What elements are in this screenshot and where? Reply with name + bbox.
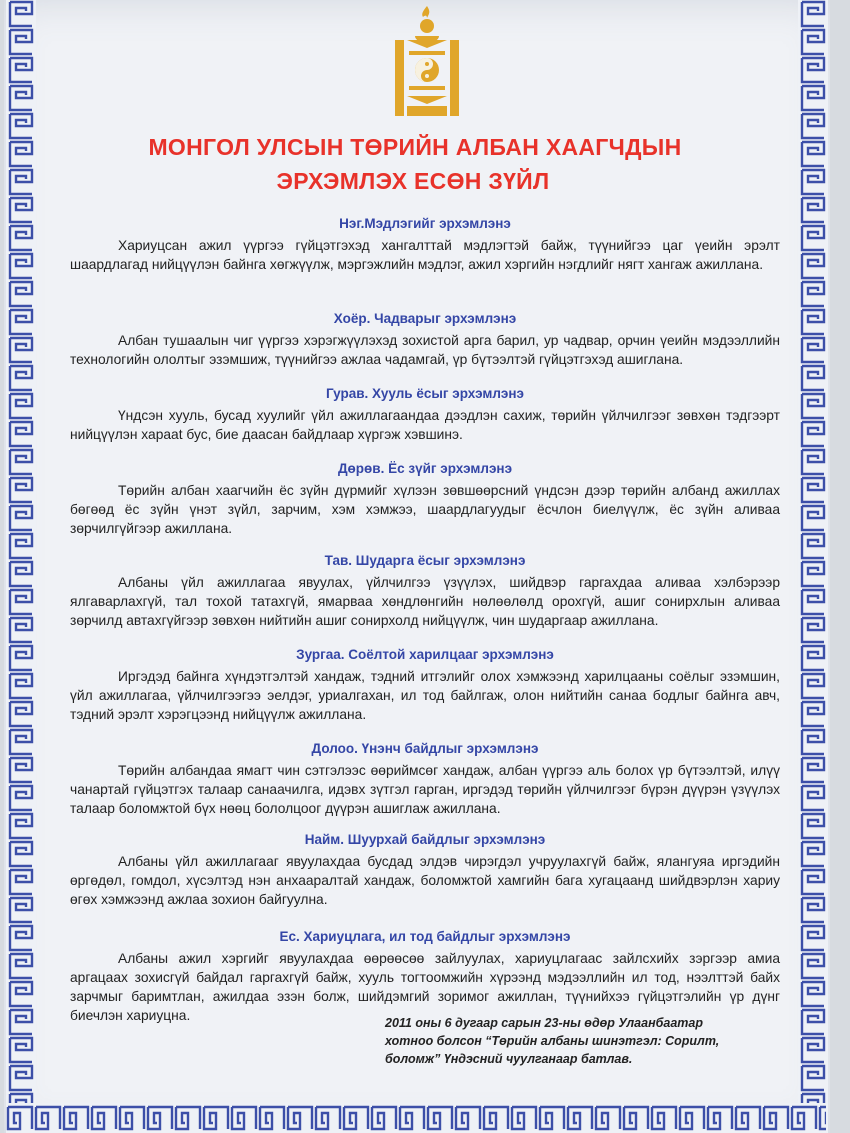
section-text: Албаны үйл ажиллагааг явуулахдаа бусдад элдэв чирэгдэл учруулахгүй байж, ялангуяа иргэдийн өргөдөл, гомдол, хүсэлтэд нэн анхааралтай хандаж, боломжтой хамгийн бага хугацаанд шийдвэрлэн хариу өгөх хэмжээнд ажлаа зохион байгуулна. xyxy=(70,854,780,907)
soyombo-icon xyxy=(393,6,461,118)
section-5 xyxy=(0,553,850,630)
section-6 xyxy=(0,647,850,724)
section-heading: Долоо. Үнэнч байдлыг эрхэмлэнэ xyxy=(311,741,539,756)
section-7 xyxy=(0,741,850,818)
section-text: Албан тушаалын чиг үүргээ хэрэгжүүлэхэд зохистой арга барил, ур чадвар, орчин үеийн мэдээллийн технологийн ололтыг эзэмшиж, түүнийгээ ажлаа чадамгай, үр бүтээлтэй гүйцэтгэхэд ашиглана. xyxy=(70,333,780,367)
section-heading: Хоёр. Чадварыг эрхэмлэнэ xyxy=(333,311,517,326)
section-4 xyxy=(0,461,850,538)
section-2 xyxy=(0,311,850,369)
section-heading: Найм. Шуурхай байдлыг эрхэмлэнэ xyxy=(304,832,546,847)
section-9 xyxy=(0,929,850,1025)
section-heading: Дөрөв. Ёс зүйг эрхэмлэнэ xyxy=(337,461,513,476)
section-text: Иргэдэд байнга хүндэтгэлтэй хандаж, тэдний итгэлийг олох хэмжээнд харилцааны соёлыг эзэмшин, үйл ажиллагаа, үйлчилгээгээ эелдэг, уриалгахан, ил тод байлгаж, олон нийтийн санаа бодлыг байнга авч, тэдний эрэлт хэрэгцээнд нийцүүлж ажиллана. xyxy=(70,669,780,722)
section-heading: Зургаа. Соёлтой харилцааг эрхэмлэнэ xyxy=(296,647,554,662)
approval-note-line: хотноо болсон “Төрийн албаны шинэтгэл: Сорилт, xyxy=(385,1034,720,1048)
section-1 xyxy=(0,216,850,274)
section-text: Албаны ажил хэргийг явуулахдаа өөрөөсөө зайлуулах, хариуцлагаас зайлсхийх зэргээр амиа аргацаах зохисгүй байдал гаргахгүй байж, хууль тогтоомжийн хүрээнд мэдээллийн ил тод, нээлттэй байх зарчмыг баримтлан, ажилдаа эзэн болж, шийдэмгий зоримог ажиллан, түүнийхээ гүйцэтгэлийн үр дүнг биечлэн хариуцна. xyxy=(70,951,780,1023)
title-line-2: ЭРХЭМЛЭХ ЕСӨН ЗҮЙЛ xyxy=(276,168,550,194)
bottom-ornament-border xyxy=(6,1103,826,1133)
approval-note-line: 2011 оны 6 дугаар сарын 23-ны өдөр Улаанбаатар xyxy=(385,1016,703,1030)
section-text: Албаны үйл ажиллагаа явуулах, үйлчилгээ үзүүлэх, шийдвэр гаргахдаа аливаа хэлбэрээр ялгаварлахгүй, тал тохой татахгүй, ямарваа хөндлөнгийн нөлөөлөлд орохгүй, ашиг сонирхлын аливаа зөрчилд автахгүйгээр зөвхөн нийтийн ашиг сонирхолд нийцүүлж, чин шударгаар ажиллана. xyxy=(70,575,780,628)
section-heading: Тав. Шударга ёсыг эрхэмлэнэ xyxy=(324,553,526,568)
approval-note-line: боломж” Үндэсний чуулганаар батлав. xyxy=(385,1052,633,1066)
section-3 xyxy=(0,386,850,444)
section-heading: Ес. Хариуцлага, ил тод байдлыг эрхэмлэнэ xyxy=(279,929,571,944)
approval-note xyxy=(385,1014,785,1068)
title-line-1: МОНГОЛ УЛСЫН ТӨРИЙН АЛБАН ХААГЧДЫН xyxy=(148,134,682,160)
section-text: Хариуцсан ажил үүргээ гүйцэтгэхэд хангалттай мэдлэгтэй байж, түүнийгээ цаг үеийн эрэлт шаардлагад нийцүүлэн байнга хөгжүүлж, мэргэжлийн мэдлэг, ажил хэргийн нэгдлийг нягт хангаж ажиллана. xyxy=(70,238,780,272)
section-8 xyxy=(0,832,850,909)
section-text: Төрийн албан хаагчийн ёс зүйн дүрмийг хүлээн зөвшөөрсний үндсэн дээр төрийн албанд ажиллах бөгөөд ёс зүйн үнэт зүйл, зарчим, хэм хэмжээ, шаардлагуудыг ёсчлон биелүүлж, ёс зүйн аливаа зөрчилгүйгээр ажиллана. xyxy=(70,483,780,536)
section-heading: Нэг.Мэдлэгийг эрхэмлэнэ xyxy=(339,216,511,231)
section-heading: Гурав. Хууль ёсыг эрхэмлэнэ xyxy=(326,386,524,401)
section-text: Төрийн албандаа ямагт чин сэтгэлээс өөриймсөг хандаж, албан үүргээ аль болох үр бүтээлтэй, илүү чанартай гүйцэтгэх талаар санаачилга, идэвх зүтгэл гарган, иргэдэд төрийн үйлчилгээг бүрэн дүүрэн үзүүлэх талаар боломжтой бүх нөөц бололцоог дүүрэн ашиглаж ажиллана. xyxy=(70,763,780,816)
section-text: Үндсэн хууль, бусад хуулийг үйл ажиллагаандаа дээдлэн сахиж, төрийн үйлчилгээг зөвхөн тэдгээрт нийцүүлэн харааt бус, бие даасан байдлаар хүргэж хэвшинэ. xyxy=(70,408,780,442)
